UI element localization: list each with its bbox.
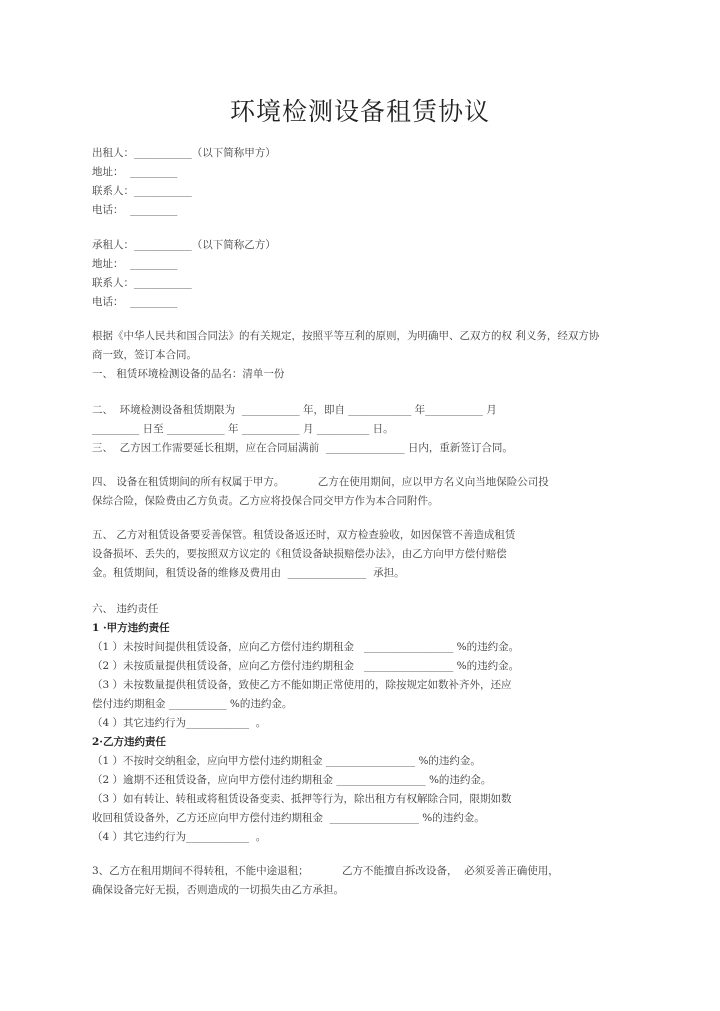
preamble-line: 根据《中华人民共和国合同法》的有关规定，按照平等互利的原则，为明确甲、乙双方的权 利义务，经双方协	[92, 330, 600, 342]
lessee-name-line: 承租人：___________（以下简称乙方）	[92, 239, 276, 251]
party-b-item: （3 ）如有转让、转租或将租赁设备变卖、抵押等行为，除出租方有权解除合同，限期如数	[92, 793, 512, 805]
party-b-liability-heading: 2·乙方违约责任	[92, 736, 166, 748]
clause-6-heading: 六、 违约责任	[92, 603, 159, 615]
party-b-item: （1 ）不按时交纳租金，应向甲方偿付违约期租金 _________________ %的违约金。	[92, 755, 481, 767]
clause-6-point-3-line: 3、乙方在租用期间不得转租，不能中途退租； 乙方不能擅自拆改设备， 必须妥善正确使用，	[92, 865, 559, 877]
party-a-item: （2 ）未按质量提供租赁设备，应向乙方偿付违约期租金 _________________ %的违约金。	[92, 660, 520, 672]
clause-5-line: 设备损坏、丢失的，要按照双方议定的《租赁设备缺损赔偿办法》，由乙方向甲方偿付赔偿	[92, 548, 507, 560]
party-b-item: （2 ）逾期不还租赁设备，应向甲方偿付违约期租金 _________________ %的违约金。	[92, 774, 492, 786]
lessor-name-line: 出租人：___________（以下简称甲方）	[92, 147, 276, 159]
clause-4-line: 保综合险，保险费由乙方负责。乙方应将投保合同交甲方作为本合同附件。	[92, 495, 439, 507]
lessor-phone-line: 电话： _________	[92, 204, 178, 216]
clause-6-point-3-line: 确保设备完好无损，否则造成的一切损失由乙方承担。	[92, 884, 344, 896]
party-a-item: 偿付违约期租金 ___________ %的违约金。	[92, 698, 293, 710]
clause-2-line: _________ 日至 ___________ 年 ___________ 月 __________ 日。	[92, 423, 394, 435]
document-title: 环境检测设备租赁协议	[229, 97, 490, 126]
clause-5-line: 五、 乙方对租赁设备要妥善保管。租赁设备返还时，双方检查验收，如因保管不善造成租赁	[92, 529, 516, 541]
clause-2-line: 二、 环境检测设备租赁期限为 ___________ 年，即自 ____________ 年___________ 月	[92, 404, 497, 416]
party-a-liability-heading: 1 ·甲方违约责任	[92, 622, 170, 634]
clause-1: 一、 租赁环境检测设备的品名：清单一份	[92, 368, 285, 380]
lessee-phone-line: 电话： _________	[92, 296, 178, 308]
lessor-address-line: 地址： _________	[92, 166, 178, 178]
clause-5-line: 金。租赁期间，租赁设备的维修及费用由 _______________ 承担。	[92, 567, 405, 579]
clause-4-line: 四、 设备在租赁期间的所有权属于甲方。 乙方在使用期间，应以甲方名义向当地保险公司投	[92, 476, 549, 488]
preamble-line: 商一致，签订本合同。	[92, 349, 197, 361]
party-a-item: （1 ）未按时间提供租赁设备，应向乙方偿付违约期租金 _________________ %的违约金。	[92, 641, 520, 653]
party-b-item: （4 ）其它违约行为____________ 。	[92, 831, 267, 843]
party-a-item: （4 ）其它违约行为____________ 。	[92, 717, 267, 729]
lessee-address-line: 地址： _________	[92, 258, 178, 270]
clause-3: 三、 乙方因工作需要延长租期，应在合同届满前 _______________ 日内，重新签订合同。	[92, 442, 513, 454]
party-a-item: （3 ）未按数量提供租赁设备，致使乙方不能如期正常使用的，除按规定如数补齐外，还应	[92, 679, 512, 691]
party-b-item: 收回租赁设备外，乙方还应向甲方偿付违约期租金 _________________ %的违约金。	[92, 812, 485, 824]
lessor-contact-line: 联系人：___________	[92, 185, 192, 197]
lessee-contact-line: 联系人：___________	[92, 277, 192, 289]
